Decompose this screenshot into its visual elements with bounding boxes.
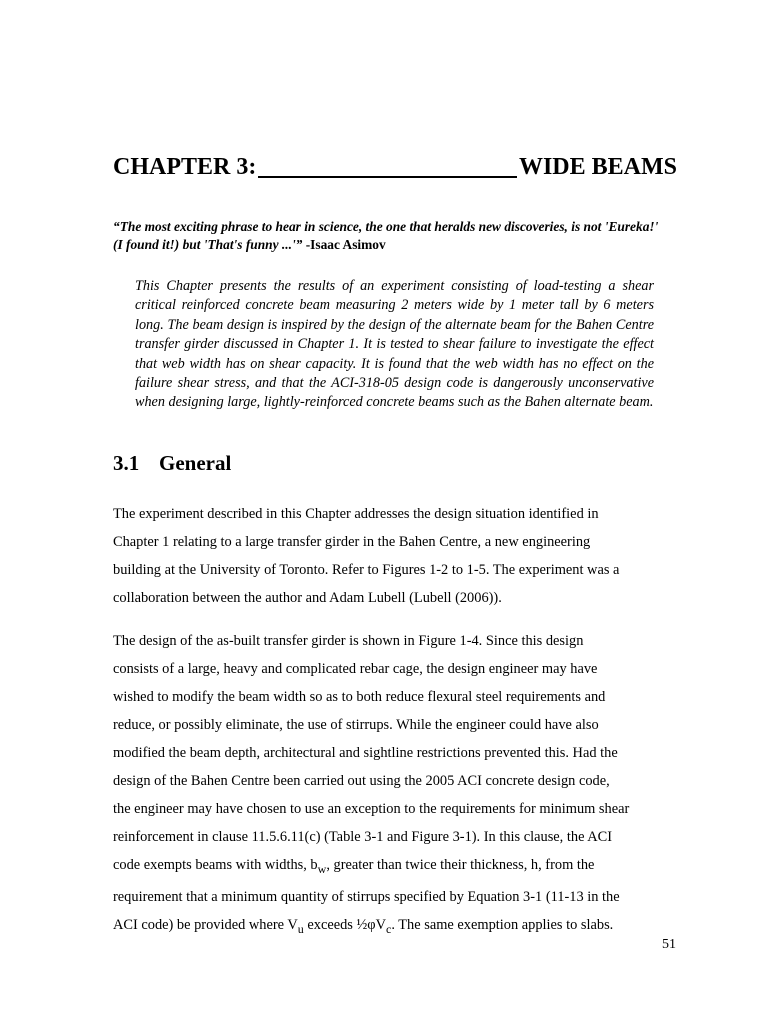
chapter-abstract: This Chapter presents the results of an experiment consisting of load-testing a shear critical reinforced concrete beam measuring 2 meters wide by 1 meter tall by 6 meters long. The beam design is inspired by the design of the alternate beam for the Bahen Centre transfer girder discussed in Chapter 1. It is tested to shear failure to investigate the effect that web width has on shear capacity. It is found that the web width has no effect on the failure shear stress, and that the ACI-318-05 design code is dangerously unconservative when designing large, lightly-reinforced concrete beams such as the Bahen alternate beam. [135, 278, 654, 411]
paragraph-line: reduce, or possibly eliminate, the use of stirrups. While the engineer could have also [113, 717, 599, 733]
line-text: ACI code) be provided where V [113, 916, 298, 933]
subscript: c [386, 921, 392, 936]
epigraph-author: -Isaac Asimov [302, 237, 386, 252]
epigraph [113, 218, 679, 254]
paragraph-line: requirement that a minimum quantity of stirrups specified by Equation 3-1 (11-13 in the [113, 888, 620, 905]
paragraph-line: reinforcement in clause 11.5.6.11(c) (Table 3-1 and Figure 3-1). In this clause, the ACI [113, 829, 613, 845]
chapter-heading [113, 152, 677, 182]
paragraph-line: consists of a large, heavy and complicated rebar cage, the design engineer may have [113, 661, 598, 677]
chapter-label: CHAPTER 3: [113, 154, 257, 180]
paragraph-line: The design of the as-built transfer girder is shown in Figure 1-4. Since this design [113, 633, 584, 649]
line-text: . The same exemption applies to slabs. [391, 916, 614, 933]
paragraph-line: The experiment described in this Chapter addresses the design situation identified in [113, 506, 599, 522]
line-text: , greater than twice their thickness, h, from the [326, 857, 595, 873]
section-number: 3.1 [113, 451, 140, 475]
paragraph-line [113, 911, 679, 943]
paragraph-line: wished to modify the beam width so as to both reduce flexural steel requirements and [113, 689, 606, 705]
line-text: code exempts beams with widths, b [113, 857, 318, 873]
paragraph-line [113, 851, 679, 883]
paragraph-line: modified the beam depth, architectural and sightline restrictions prevented this. Had the [113, 745, 618, 761]
subscript: u [297, 921, 304, 936]
epigraph-quote-line-2 [113, 236, 679, 254]
paragraph-line: the engineer may have chosen to use an exception to the requirements for minimum shear [113, 801, 630, 817]
paragraph-line: collaboration between the author and Adam Lubell (Lubell (2006)). [113, 590, 502, 606]
page-number: 51 [662, 937, 676, 952]
subscript: w [317, 861, 327, 876]
chapter-title: WIDE BEAMS [518, 154, 677, 180]
section-heading [113, 449, 231, 477]
body-paragraph-2 [113, 627, 679, 943]
section-title: General [159, 451, 232, 475]
heading-underline [258, 175, 517, 178]
line-text: exceeds ½φV [303, 916, 386, 933]
epigraph-quote-line-1: “The most exciting phrase to hear in science, the one that heralds new discoveries, is not 'Eureka!' [113, 219, 659, 234]
paragraph-line: building at the University of Toronto. Refer to Figures 1-2 to 1-5. The experiment was a [113, 562, 620, 578]
epigraph-quote-text: (I found it!) but 'That's funny ...'” [113, 237, 303, 252]
paragraph-line: Chapter 1 relating to a large transfer girder in the Bahen Centre, a new engineering [113, 534, 591, 550]
body-paragraph-1 [113, 500, 679, 612]
paragraph-line: design of the Bahen Centre been carried out using the 2005 ACI concrete design code, [113, 773, 610, 789]
